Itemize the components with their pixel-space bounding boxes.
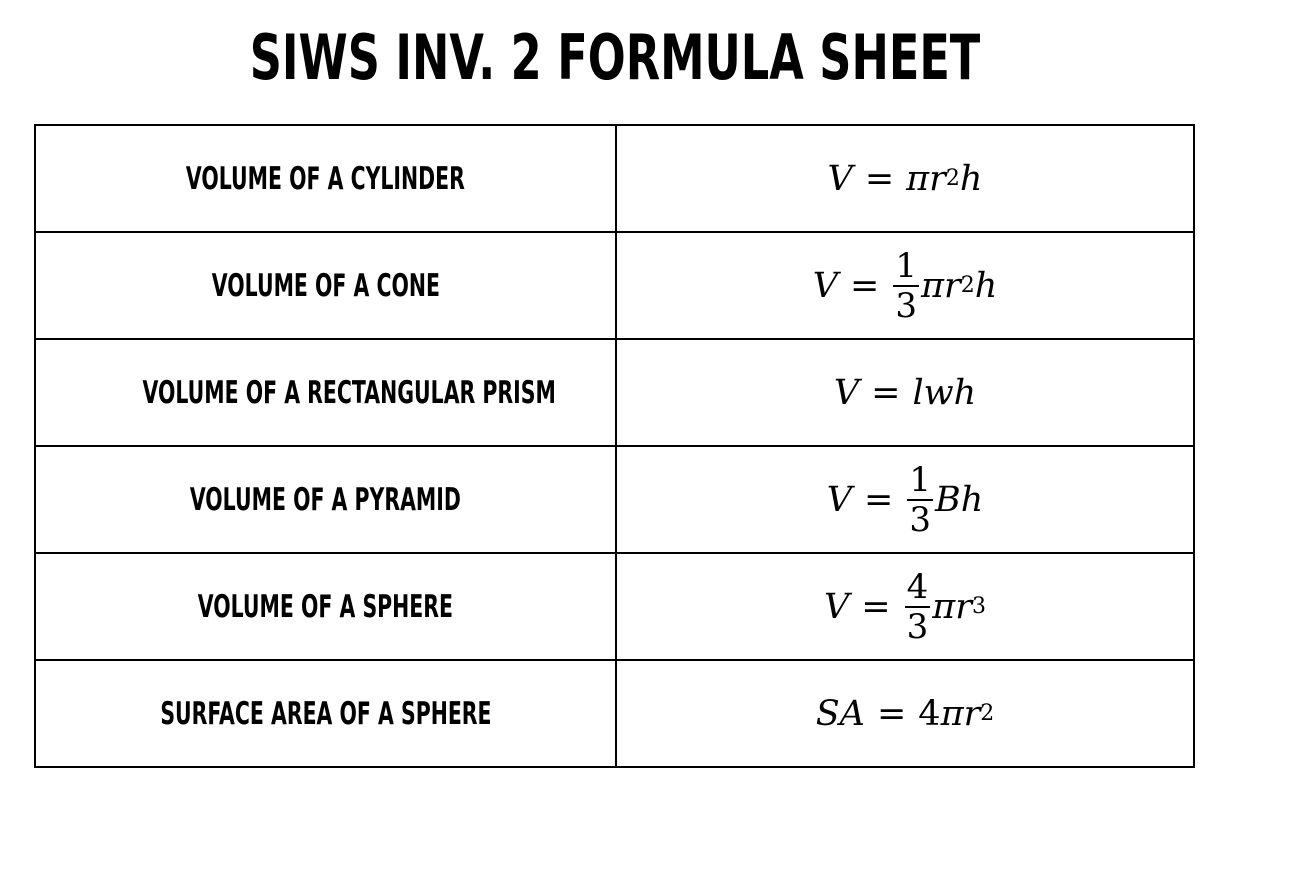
table-row	[35, 446, 1194, 553]
table-row	[35, 232, 1194, 339]
equals-sign: =	[861, 586, 891, 627]
formula-coefficient: 4	[918, 693, 941, 734]
formula-cell	[616, 125, 1194, 232]
equals-sign: =	[864, 479, 894, 520]
fraction-numerator: 4	[906, 566, 929, 607]
fraction-denominator: 3	[909, 499, 931, 540]
formula-lhs: V	[824, 586, 850, 627]
formula-cell	[616, 553, 1194, 660]
formula-cell	[616, 339, 1194, 446]
formula-lhs: V	[812, 265, 839, 306]
equals-sign: =	[850, 265, 880, 306]
formula-name-cell	[35, 232, 616, 339]
equals-sign: =	[876, 693, 907, 734]
equals-sign: =	[864, 158, 895, 199]
formula-name-cell	[35, 339, 616, 446]
formula-name-cell	[35, 446, 616, 553]
formula-name: VOLUME OF A RECTANGULAR PRISM	[142, 374, 556, 411]
formula-name: VOLUME OF A CONE	[211, 267, 440, 304]
formula-lhs: V	[826, 479, 853, 520]
formula-expression	[834, 373, 976, 413]
formula-lhs: V	[827, 158, 853, 199]
formula-table	[34, 124, 1195, 768]
formula-variables: πr	[932, 586, 972, 627]
formula-lhs: V	[833, 372, 860, 413]
formula-variable-tail: h	[974, 265, 998, 306]
formula-name: VOLUME OF A SPHERE	[197, 588, 454, 625]
formula-expression	[827, 461, 984, 539]
formula-expression: V = $\frac{1}{3}$ πr 2 h	[812, 245, 998, 326]
fraction	[907, 461, 933, 539]
formula-name: VOLUME OF A PYRAMID	[189, 481, 462, 518]
fraction	[905, 568, 931, 646]
formula-cell	[616, 660, 1194, 767]
fraction-numerator: 1	[895, 245, 917, 286]
table-row	[35, 660, 1194, 767]
formula-name-cell	[35, 553, 616, 660]
formula-variables: πr	[920, 265, 961, 306]
formula-expression: SA = 4 πr 2	[815, 693, 995, 734]
formula-name-cell	[35, 125, 616, 232]
formula-variables: πr	[906, 158, 946, 199]
formula-name-cell	[35, 660, 616, 767]
table-row	[35, 553, 1194, 660]
fraction-denominator: 3	[895, 285, 917, 326]
formula-name: SURFACE AREA OF A SPHERE	[159, 695, 492, 732]
formula-variables: lwh	[912, 372, 977, 413]
formula-expression: V = πr 2 h	[827, 158, 983, 199]
formula-variable-tail: h	[959, 158, 983, 199]
formula-lhs: SA	[815, 693, 865, 734]
formula-variables: πr	[940, 693, 981, 734]
formula-expression: V = $\frac{4}{3}$ πr 3	[824, 566, 986, 647]
equals-sign: =	[871, 372, 901, 413]
page-title: SIWS INV. 2 FORMULA SHEET	[249, 21, 981, 94]
fraction-denominator: 3	[906, 606, 929, 647]
formula-cell	[616, 446, 1194, 553]
table-row	[35, 339, 1194, 446]
formula-name: VOLUME OF A CYLINDER	[185, 160, 466, 197]
formula-cell	[616, 232, 1194, 339]
fraction	[893, 247, 919, 325]
table-row	[35, 125, 1194, 232]
fraction-numerator: 1	[909, 459, 931, 500]
formula-variables: Bh	[934, 479, 984, 520]
